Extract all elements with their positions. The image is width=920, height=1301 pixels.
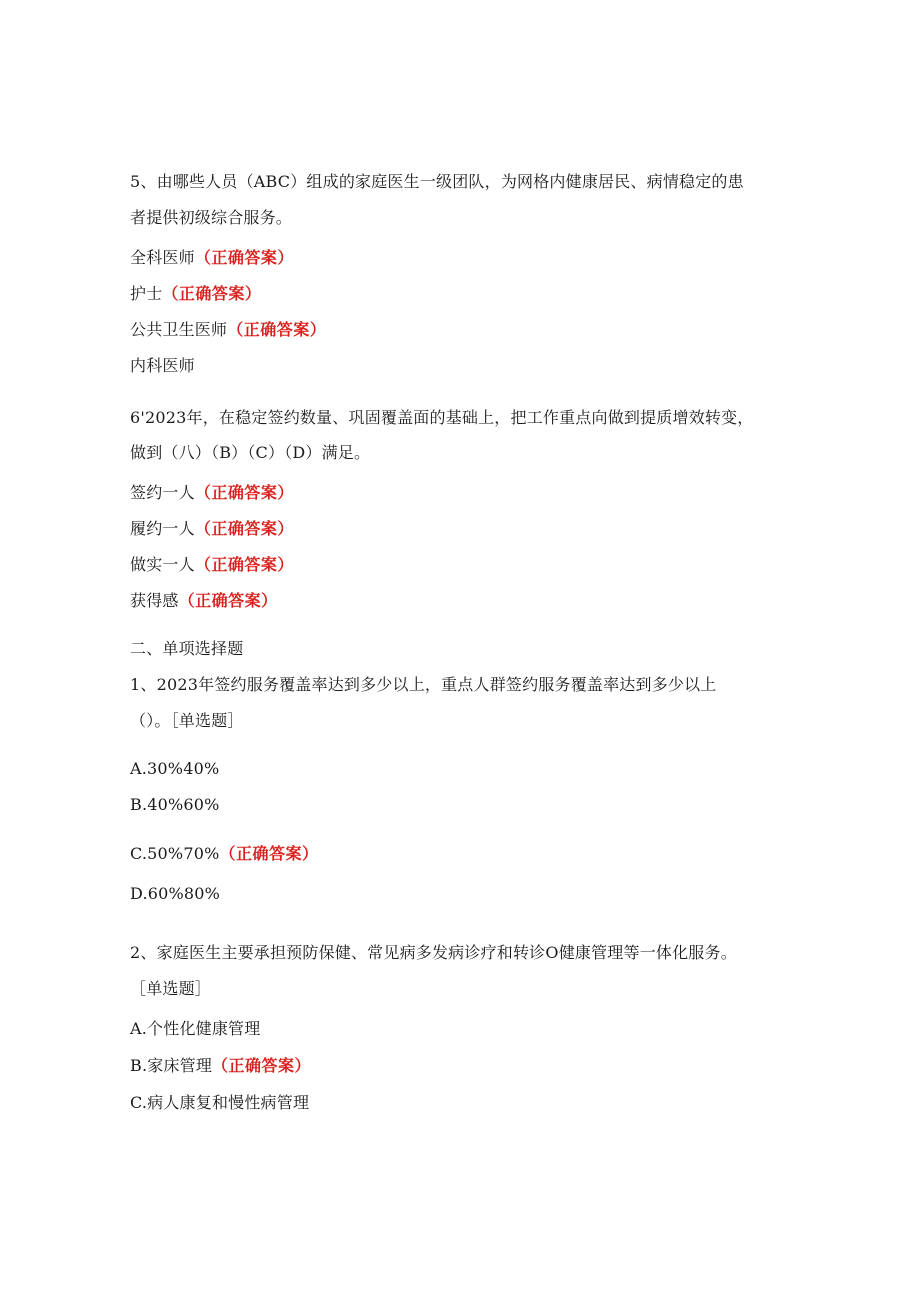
sq1-option-d <box>130 884 220 904</box>
question-6-line-2: 做到（八）（B）（C）（D）满足。 <box>130 443 371 462</box>
option-text: A.个性化健康管理 <box>130 1019 261 1038</box>
option-text: 签约一人 <box>130 483 195 502</box>
correct-answer-mark: （正确答案） <box>194 519 294 538</box>
single-question-2-line-1: 2、家庭医生主要承担预防保健、常见病多发病诊疗和转诊O健康管理等一体化服务。 <box>130 943 737 962</box>
sq1-option-b <box>130 795 220 815</box>
sq1-option-a <box>130 759 219 779</box>
option-text: C.50%70% <box>130 844 220 863</box>
correct-answer-mark: （正确答案） <box>194 248 294 267</box>
correct-answer-mark: （正确答案） <box>162 284 262 303</box>
option-text: B.家床管理 <box>130 1056 213 1075</box>
q6-option-1 <box>130 483 294 503</box>
single-question-1-line-1: 1、2023年签约服务覆盖率达到多少以上，重点人群签约服务覆盖率达到多少以上 <box>130 675 717 694</box>
correct-answer-mark: （正确答案） <box>227 320 327 339</box>
question-5-line-2: 者提供初级综合服务。 <box>130 208 293 227</box>
q6-option-3 <box>130 555 294 575</box>
option-text: 公共卫生医师 <box>130 320 228 339</box>
section-title: 二、单项选择题 <box>130 639 244 658</box>
single-question-1-line-2: （）。［单选题］ <box>130 711 244 730</box>
question-6-line-1: 6'2023年，在稳定签约数量、巩固覆盖面的基础上，把工作重点向做到提质增效转变， <box>130 408 754 427</box>
option-text: D.60%80% <box>130 884 221 903</box>
correct-answer-mark: （正确答案） <box>212 1056 312 1075</box>
option-text: 全科医师 <box>130 248 195 267</box>
option-text: 护士 <box>130 284 163 303</box>
q5-option-2 <box>130 284 261 304</box>
option-text: 履约一人 <box>130 519 195 538</box>
option-text: 内科医师 <box>130 356 195 375</box>
option-text: C.病人康复和慢性病管理 <box>130 1093 310 1112</box>
question-5-line-1: 5、由哪些人员（ABC）组成的家庭医生一级团队，为网格内健康居民、病情稳定的患 <box>130 172 744 191</box>
option-text: 获得感 <box>130 591 179 610</box>
correct-answer-mark: （正确答案） <box>219 844 319 863</box>
option-text: 做实一人 <box>130 555 195 574</box>
sq2-option-c <box>130 1093 309 1113</box>
sq2-option-b <box>130 1056 311 1076</box>
q5-option-4 <box>130 356 195 376</box>
correct-answer-mark: （正确答案） <box>194 483 294 502</box>
correct-answer-mark: （正确答案） <box>178 591 278 610</box>
single-question-2-line-2: ［单选题］ <box>130 979 212 998</box>
sq2-option-a <box>130 1019 260 1039</box>
q6-option-2 <box>130 519 294 539</box>
sq1-option-c <box>130 844 319 864</box>
q6-option-4 <box>130 591 278 611</box>
q5-option-3 <box>130 320 326 340</box>
option-text: A.30%40% <box>130 759 220 778</box>
q5-option-1 <box>130 248 294 268</box>
correct-answer-mark: （正确答案） <box>194 555 294 574</box>
option-text: B.40%60% <box>130 795 220 814</box>
